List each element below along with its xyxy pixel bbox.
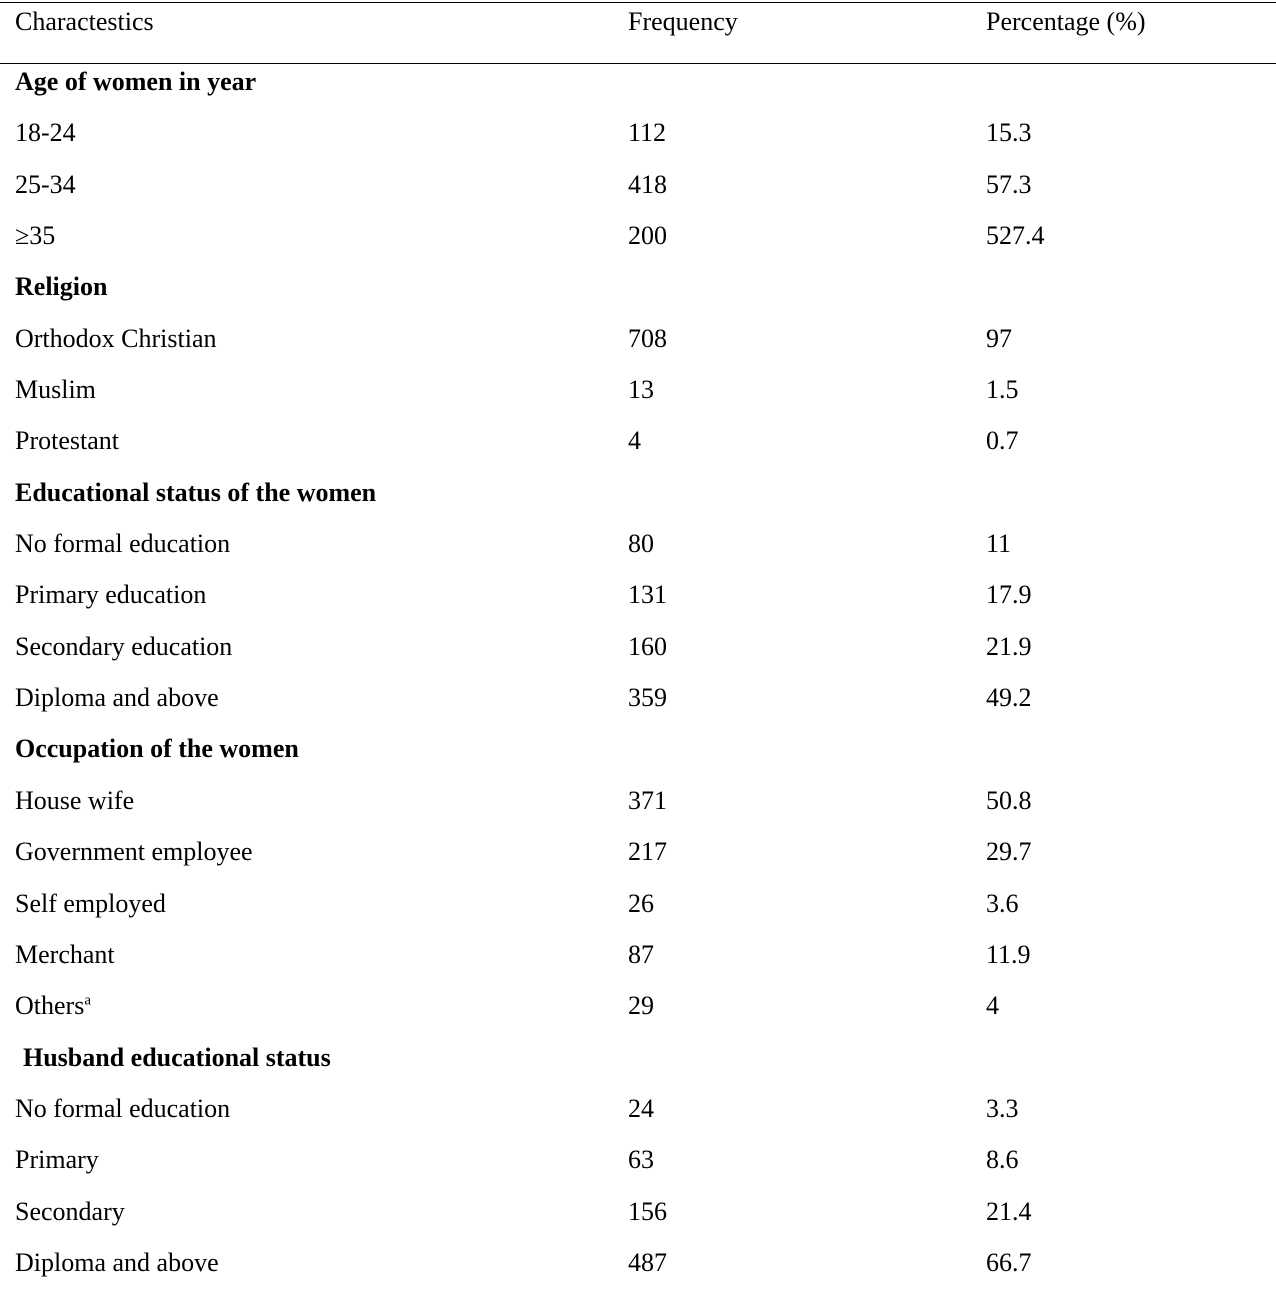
header-percentage: Percentage (%) (986, 7, 1146, 36)
section-label (15, 475, 376, 526)
row-label (15, 886, 166, 937)
percentage-cell: 97 (986, 323, 1012, 353)
table-row (0, 1245, 1276, 1296)
label-text: Age of women in year (15, 67, 257, 96)
percentage-cell: 4 (986, 991, 999, 1021)
label-text: No formal education (15, 1093, 231, 1123)
frequency-cell: 112 (628, 118, 667, 148)
section-header-row (0, 64, 1276, 115)
table-header-row (0, 4, 1276, 40)
percentage-cell: 15.3 (986, 118, 1032, 148)
row-label (15, 167, 76, 218)
row-label (15, 321, 217, 372)
frequency-cell: 131 (628, 580, 667, 610)
header-frequency: Frequency (628, 7, 738, 36)
section-header-row (0, 269, 1276, 320)
frequency-cell: 13 (628, 375, 654, 405)
percentage-cell: 11.9 (986, 939, 1031, 969)
row-label (15, 680, 219, 731)
frequency-cell: 359 (628, 683, 667, 713)
section-label (23, 1040, 331, 1091)
table-row (0, 1194, 1276, 1245)
frequency-cell: 156 (628, 1196, 667, 1226)
table-row (0, 577, 1276, 628)
percentage-cell: 21.9 (986, 631, 1032, 661)
label-text: Protestant (15, 426, 119, 456)
label-text: Muslim (15, 375, 96, 405)
table-row (0, 1091, 1276, 1142)
row-label (15, 218, 55, 269)
table-row (0, 937, 1276, 988)
percentage-cell: 3.6 (986, 888, 1019, 918)
table-row (0, 218, 1276, 269)
table-row (0, 629, 1276, 680)
frequency-cell: 371 (628, 785, 667, 815)
row-label (15, 988, 91, 1039)
section-label (15, 64, 256, 115)
row-label (15, 783, 134, 834)
label-text: Others (15, 991, 85, 1021)
label-text: Primary (15, 1145, 99, 1175)
footnote-marker: a (84, 992, 91, 1009)
table-row (0, 783, 1276, 834)
label-text: 18-24 (15, 118, 76, 148)
label-text: Husband educational status (23, 1042, 331, 1072)
frequency-cell: 24 (628, 1093, 654, 1123)
label-text: Orthodox Christian (15, 323, 217, 353)
frequency-cell: 217 (628, 837, 667, 867)
row-label (15, 526, 230, 577)
label-text: Diploma and above (15, 683, 219, 713)
row-label (15, 834, 253, 885)
label-text: House wife (15, 785, 135, 815)
percentage-cell: 29.7 (986, 837, 1032, 867)
percentage-cell: 11 (986, 529, 1012, 559)
frequency-cell: 80 (628, 529, 654, 559)
section-header-row (0, 1040, 1276, 1091)
label-text: Secondary education (15, 631, 233, 661)
section-label (15, 269, 107, 320)
table-row (0, 680, 1276, 731)
table-top-rule (0, 2, 1276, 3)
section-header-row (0, 731, 1276, 782)
table-row (0, 115, 1276, 166)
frequency-cell: 418 (628, 169, 667, 199)
percentage-cell: 66.7 (986, 1247, 1032, 1277)
table-row (0, 1142, 1276, 1193)
percentage-cell: 0.7 (986, 426, 1019, 456)
table-row (0, 321, 1276, 372)
row-label (15, 115, 76, 166)
percentage-cell: 3.3 (986, 1093, 1019, 1123)
percentage-cell: 8.6 (986, 1145, 1019, 1175)
label-text: Self employed (15, 888, 166, 918)
percentage-cell: 57.3 (986, 169, 1032, 199)
percentage-cell: 1.5 (986, 375, 1019, 405)
section-label (15, 731, 299, 782)
label-text: Religion (15, 272, 108, 302)
table-row (0, 886, 1276, 937)
label-text: Government employee (15, 837, 253, 867)
table-row (0, 372, 1276, 423)
row-label (15, 372, 96, 423)
percentage-cell: 49.2 (986, 683, 1032, 713)
frequency-cell: 87 (628, 939, 654, 969)
label-text: No formal education (15, 529, 231, 559)
label-text: Secondary (15, 1196, 125, 1226)
percentage-cell: 17.9 (986, 580, 1032, 610)
row-label (15, 1245, 219, 1296)
label-text: Educational status of the women (15, 477, 377, 507)
table-row (0, 526, 1276, 577)
frequency-cell: 4 (628, 426, 641, 456)
frequency-cell: 487 (628, 1247, 667, 1277)
row-label (15, 577, 206, 628)
row-label (15, 1142, 99, 1193)
frequency-cell: 26 (628, 888, 654, 918)
row-label (15, 1194, 125, 1245)
label-text: 25-34 (15, 169, 76, 199)
label-text: Primary education (15, 580, 207, 610)
header-characteristics: Charactestics (15, 7, 154, 36)
frequency-cell: 63 (628, 1145, 654, 1175)
table-row (0, 167, 1276, 218)
label-text: Occupation of the women (15, 734, 299, 764)
label-text: Diploma and above (15, 1247, 219, 1277)
table-row (0, 988, 1276, 1039)
frequency-cell: 160 (628, 631, 667, 661)
frequency-cell: 708 (628, 323, 667, 353)
percentage-cell: 527.4 (986, 221, 1045, 251)
label-text: Merchant (15, 939, 115, 969)
row-label (15, 1091, 230, 1142)
frequency-cell: 200 (628, 221, 667, 251)
label-text: ≥35 (15, 221, 56, 251)
percentage-cell: 50.8 (986, 785, 1032, 815)
row-label (15, 937, 115, 988)
frequency-cell: 29 (628, 991, 654, 1021)
row-label (15, 423, 119, 474)
percentage-cell: 21.4 (986, 1196, 1032, 1226)
table-body (0, 64, 1276, 1296)
row-label (15, 629, 232, 680)
section-header-row (0, 475, 1276, 526)
table-row (0, 834, 1276, 885)
table-row (0, 423, 1276, 474)
